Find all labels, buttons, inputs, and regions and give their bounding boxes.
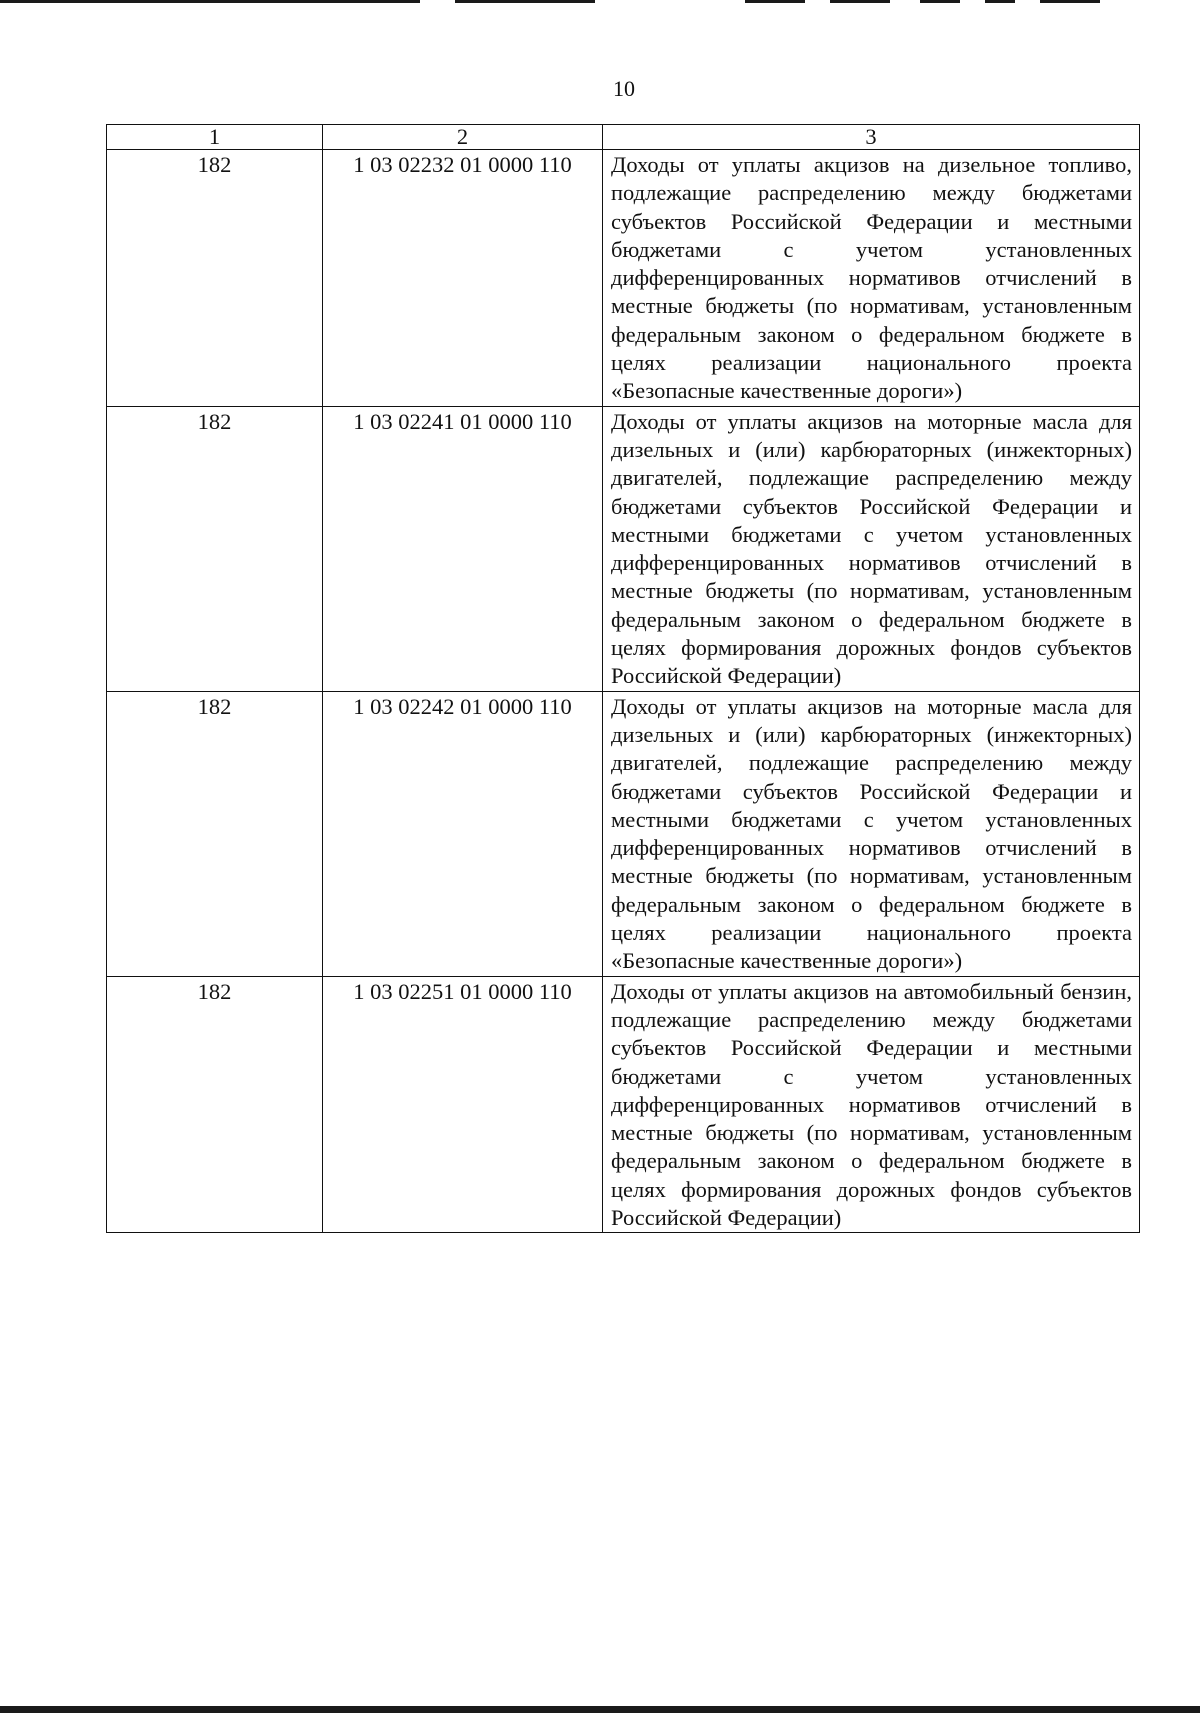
table-row (107, 406, 1140, 691)
description-cell (603, 976, 1140, 1233)
admin-code-cell: 182 (107, 406, 323, 691)
scan-bottom-edge (0, 1706, 1200, 1713)
page-number: 10 (613, 76, 635, 101)
description-cell (603, 406, 1140, 691)
description-text: Доходы от уплаты акцизов на моторные масла для дизельных и (или) карбюраторных (инжекторных) двигателей, подлежащие распределению между бюджетами субъектов Российской Федерации и местными бюджетами с учетом установленных дифференцированных нормативов отчислений в местные бюджеты (по нормативам, установленным федеральным законом о федеральном бюджете в целях формирования дорожных фондов субъектов Российской Федерации) (611, 408, 1132, 689)
header-row (107, 125, 1140, 150)
description-text: Доходы от уплаты акцизов на дизельное топливо, подлежащие распределению между бюджетами субъектов Российской Федерации и местными бюджетами с учетом установленных дифференцированных нормативов отчислений в местные бюджеты (по нормативам, установленным федеральным законом о федеральном бюджете в целях реализации национального проекта «Безопасные качественные дороги») (611, 152, 1132, 404)
header-col-3: 3 (603, 125, 1140, 150)
description-cell (603, 691, 1140, 976)
table-row (107, 691, 1140, 976)
revenue-codes-table-container (106, 124, 1139, 1233)
header-col-2: 2 (323, 125, 603, 150)
description-cell (603, 150, 1140, 407)
kbk-code-cell: 1 03 02241 01 0000 110 (323, 406, 603, 691)
admin-code-cell: 182 (107, 150, 323, 407)
header-col-1: 1 (107, 125, 323, 150)
revenue-codes-table (106, 124, 1140, 1233)
admin-code-cell: 182 (107, 976, 323, 1233)
description-text: Доходы от уплаты акцизов на автомобильный бензин, подлежащие распределению между бюджетами субъектов Российской Федерации и местными бюджетами с учетом установленных дифференцированных нормативов отчислений в местные бюджеты (по нормативам, установленным федеральным законом о федеральном бюджете в целях формирования дорожных фондов субъектов Российской Федерации) (611, 978, 1132, 1230)
admin-code-cell: 182 (107, 691, 323, 976)
scan-top-edge (0, 0, 1200, 6)
kbk-code-cell: 1 03 02251 01 0000 110 (323, 976, 603, 1233)
kbk-code-cell: 1 03 02232 01 0000 110 (323, 150, 603, 407)
kbk-code-cell: 1 03 02242 01 0000 110 (323, 691, 603, 976)
table-row (107, 150, 1140, 407)
table-row (107, 976, 1140, 1233)
description-text: Доходы от уплаты акцизов на моторные масла для дизельных и (или) карбюраторных (инжекторных) двигателей, подлежащие распределению между бюджетами субъектов Российской Федерации и местными бюджетами с учетом установленных дифференцированных нормативов отчислений в местные бюджеты (по нормативам, установленным федеральным законом о федеральном бюджете в целях реализации национального проекта «Безопасные качественные дороги») (611, 693, 1132, 974)
